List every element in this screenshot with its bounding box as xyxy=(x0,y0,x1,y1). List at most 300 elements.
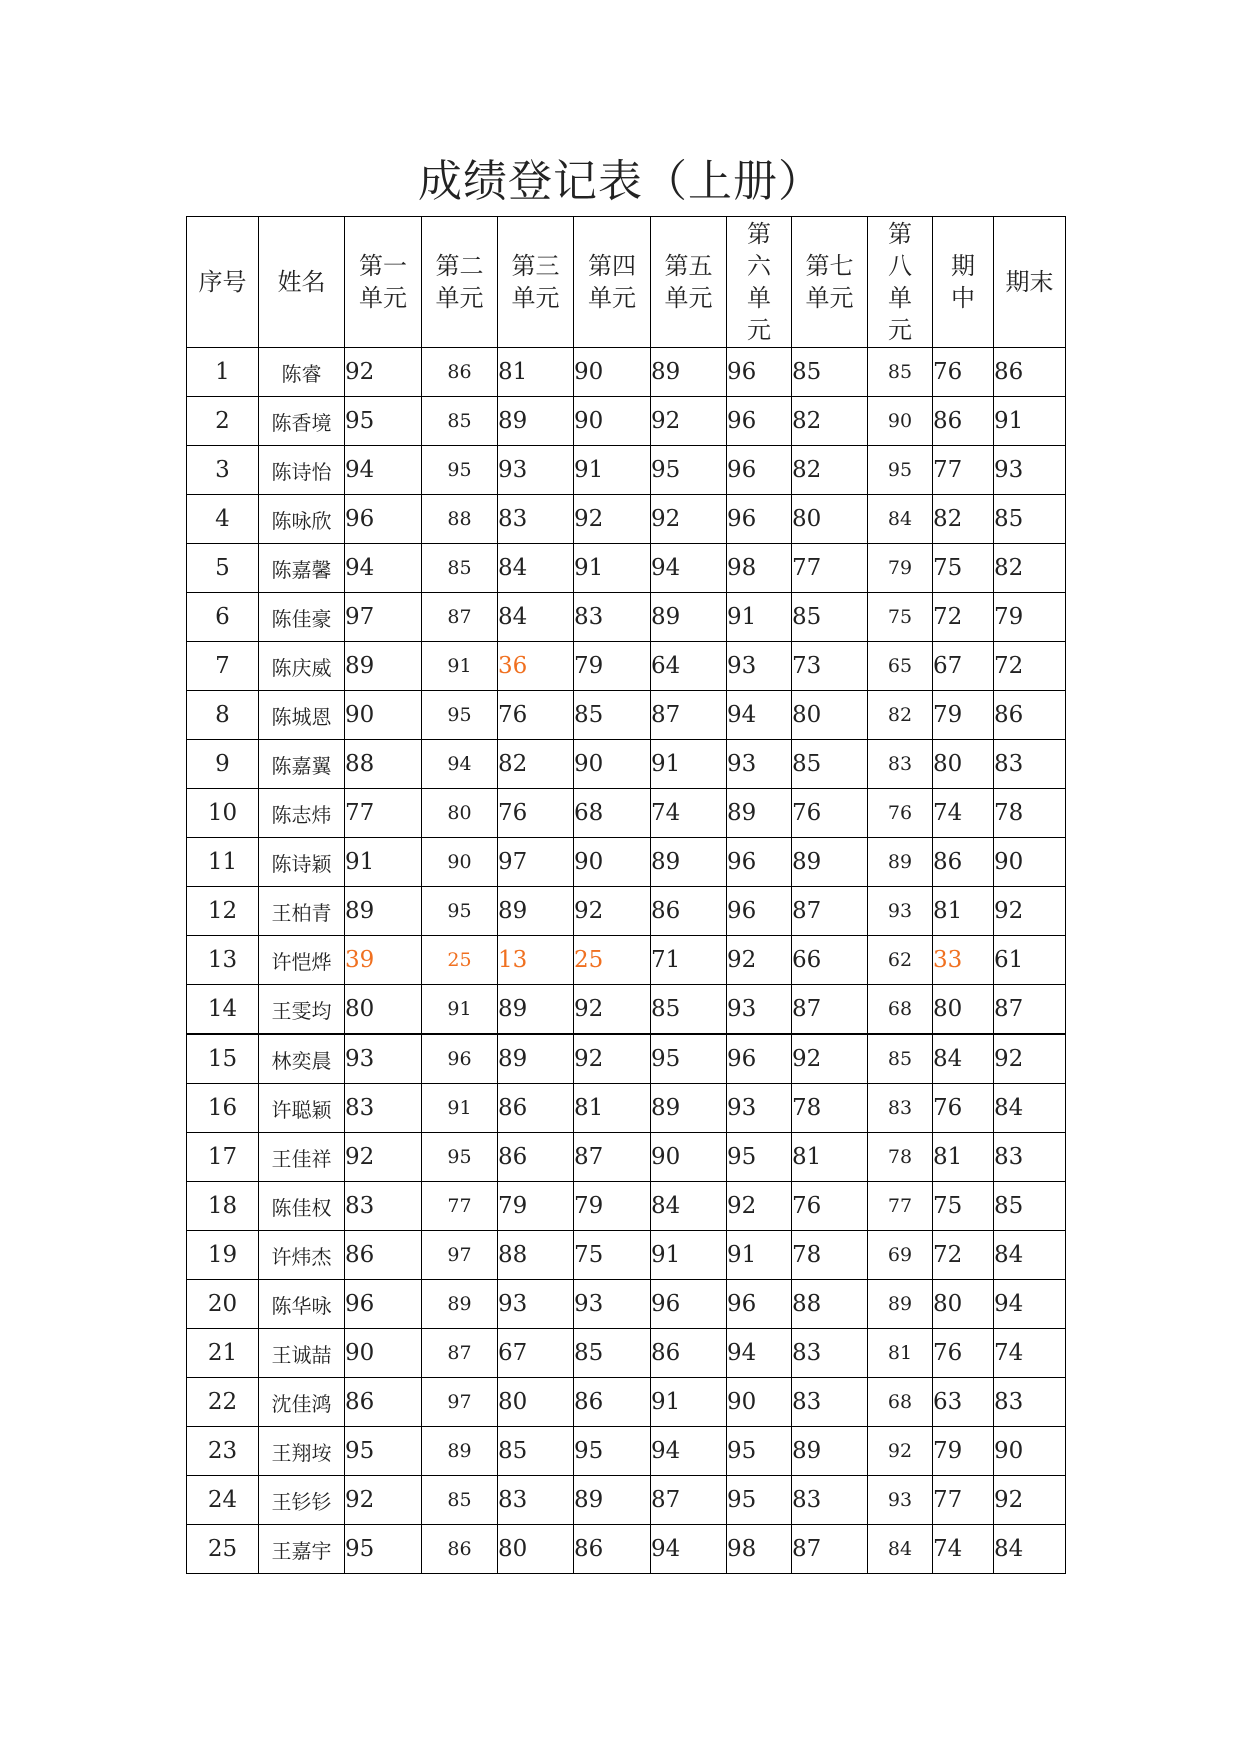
score-cell: 95 xyxy=(422,691,498,740)
score-cell: 80 xyxy=(792,691,868,740)
score-cell: 87 xyxy=(422,1329,498,1378)
score-cell: 96 xyxy=(651,1280,727,1329)
seq-cell: 3 xyxy=(187,446,259,495)
score-cell: 83 xyxy=(994,740,1066,789)
score-cell: 92 xyxy=(345,348,422,397)
score-cell: 75 xyxy=(574,1231,651,1280)
score-cell: 72 xyxy=(933,593,994,642)
score-cell: 80 xyxy=(933,985,994,1035)
score-cell: 92 xyxy=(345,1476,422,1525)
name-cell: 沈佳鸿 xyxy=(259,1378,345,1427)
score-cell: 93 xyxy=(498,446,574,495)
name-cell: 陈嘉馨 xyxy=(259,544,345,593)
score-cell: 85 xyxy=(792,740,868,789)
name-cell: 陈睿 xyxy=(259,348,345,397)
header-text: 序号 xyxy=(198,268,247,296)
header-text: 单元 xyxy=(805,284,854,312)
table-row xyxy=(187,1034,1066,1084)
score-cell: 83 xyxy=(994,1378,1066,1427)
score-cell: 91 xyxy=(651,1231,727,1280)
score-cell: 89 xyxy=(651,348,727,397)
header-row xyxy=(187,217,1066,348)
seq-cell: 17 xyxy=(187,1133,259,1182)
seq-cell: 14 xyxy=(187,985,259,1035)
score-cell: 84 xyxy=(651,1182,727,1231)
score-cell: 83 xyxy=(868,1084,933,1133)
score-cell: 95 xyxy=(345,1525,422,1574)
score-cell: 85 xyxy=(651,985,727,1035)
score-cell: 96 xyxy=(727,887,792,936)
header-text: 第五 xyxy=(664,252,713,280)
name-cell: 王翔垵 xyxy=(259,1427,345,1476)
table-row xyxy=(187,1476,1066,1525)
score-cell: 94 xyxy=(651,1427,727,1476)
score-cell: 79 xyxy=(933,1427,994,1476)
score-cell: 78 xyxy=(994,789,1066,838)
score-cell: 90 xyxy=(727,1378,792,1427)
seq-cell: 13 xyxy=(187,936,259,985)
score-cell: 85 xyxy=(792,348,868,397)
score-cell: 96 xyxy=(345,495,422,544)
score-cell: 96 xyxy=(422,1034,498,1084)
seq-cell: 23 xyxy=(187,1427,259,1476)
score-cell: 93 xyxy=(727,1084,792,1133)
score-cell: 95 xyxy=(868,446,933,495)
table-row xyxy=(187,691,1066,740)
score-cell: 88 xyxy=(345,740,422,789)
score-cell: 94 xyxy=(651,1525,727,1574)
score-cell: 25 xyxy=(422,936,498,985)
score-cell: 83 xyxy=(498,1476,574,1525)
score-cell: 81 xyxy=(574,1084,651,1133)
score-cell: 80 xyxy=(933,1280,994,1329)
score-cell: 77 xyxy=(933,446,994,495)
score-cell: 92 xyxy=(994,1034,1066,1084)
score-cell: 98 xyxy=(727,1525,792,1574)
table-row xyxy=(187,1280,1066,1329)
score-cell: 92 xyxy=(994,1476,1066,1525)
score-cell: 86 xyxy=(498,1133,574,1182)
table-row xyxy=(187,642,1066,691)
score-cell: 85 xyxy=(422,544,498,593)
score-cell: 77 xyxy=(345,789,422,838)
score-cell: 96 xyxy=(727,495,792,544)
score-cell: 81 xyxy=(792,1133,868,1182)
score-cell: 76 xyxy=(933,1329,994,1378)
header-unit-8 xyxy=(868,217,933,348)
score-cell: 85 xyxy=(868,348,933,397)
score-cell: 83 xyxy=(792,1378,868,1427)
table-row xyxy=(187,1427,1066,1476)
score-cell: 74 xyxy=(933,789,994,838)
score-cell: 80 xyxy=(933,740,994,789)
score-cell: 79 xyxy=(868,544,933,593)
score-cell: 90 xyxy=(994,1427,1066,1476)
score-cell: 75 xyxy=(933,1182,994,1231)
score-cell: 86 xyxy=(422,1525,498,1574)
score-cell: 85 xyxy=(498,1427,574,1476)
header-text: 单元 xyxy=(435,284,484,312)
score-cell: 88 xyxy=(422,495,498,544)
table-row xyxy=(187,1329,1066,1378)
score-cell: 73 xyxy=(792,642,868,691)
score-cell: 97 xyxy=(422,1231,498,1280)
name-cell: 陈嘉翼 xyxy=(259,740,345,789)
score-cell: 90 xyxy=(994,838,1066,887)
seq-cell: 2 xyxy=(187,397,259,446)
score-cell: 86 xyxy=(933,397,994,446)
score-cell: 96 xyxy=(727,1280,792,1329)
score-cell: 89 xyxy=(345,887,422,936)
header-seq xyxy=(187,217,259,348)
score-cell: 77 xyxy=(422,1182,498,1231)
name-cell: 王雯均 xyxy=(259,985,345,1035)
score-cell: 89 xyxy=(651,593,727,642)
score-cell: 65 xyxy=(868,642,933,691)
name-cell: 许恺烨 xyxy=(259,936,345,985)
score-cell: 83 xyxy=(498,495,574,544)
score-cell: 91 xyxy=(651,1378,727,1427)
table-row xyxy=(187,887,1066,936)
seq-cell: 20 xyxy=(187,1280,259,1329)
score-cell: 87 xyxy=(422,593,498,642)
score-cell: 91 xyxy=(574,446,651,495)
score-cell: 87 xyxy=(792,1525,868,1574)
score-cell: 76 xyxy=(868,789,933,838)
score-cell: 77 xyxy=(933,1476,994,1525)
score-cell: 89 xyxy=(498,397,574,446)
page-title: 成绩登记表（上册） xyxy=(418,156,823,207)
score-cell: 83 xyxy=(994,1133,1066,1182)
score-cell: 91 xyxy=(574,544,651,593)
seq-cell: 22 xyxy=(187,1378,259,1427)
score-cell: 90 xyxy=(345,1329,422,1378)
score-cell: 95 xyxy=(651,1034,727,1084)
score-cell: 93 xyxy=(574,1280,651,1329)
header-text: 单元 xyxy=(359,284,407,312)
score-cell: 96 xyxy=(727,348,792,397)
score-cell: 89 xyxy=(574,1476,651,1525)
score-cell: 68 xyxy=(868,1378,933,1427)
score-cell: 92 xyxy=(727,1182,792,1231)
score-cell: 85 xyxy=(574,1329,651,1378)
score-cell: 89 xyxy=(422,1427,498,1476)
header-text: 六 xyxy=(747,252,771,280)
table-row xyxy=(187,1231,1066,1280)
score-cell: 79 xyxy=(574,1182,651,1231)
score-cell: 86 xyxy=(345,1231,422,1280)
score-cell: 92 xyxy=(868,1427,933,1476)
score-cell: 91 xyxy=(422,985,498,1035)
score-cell: 76 xyxy=(792,1182,868,1231)
score-cell: 94 xyxy=(651,544,727,593)
score-cell: 25 xyxy=(574,936,651,985)
table-row xyxy=(187,1378,1066,1427)
score-cell: 98 xyxy=(727,544,792,593)
score-cell: 95 xyxy=(727,1476,792,1525)
score-cell: 86 xyxy=(574,1525,651,1574)
score-cell: 90 xyxy=(574,348,651,397)
score-cell: 92 xyxy=(651,397,727,446)
score-cell: 82 xyxy=(498,740,574,789)
score-cell: 91 xyxy=(994,397,1066,446)
name-cell: 王佳祥 xyxy=(259,1133,345,1182)
header-text: 元 xyxy=(747,316,771,344)
name-cell: 许炜杰 xyxy=(259,1231,345,1280)
seq-cell: 7 xyxy=(187,642,259,691)
score-cell: 84 xyxy=(498,544,574,593)
score-cell: 80 xyxy=(422,789,498,838)
score-cell: 77 xyxy=(792,544,868,593)
score-cell: 86 xyxy=(994,691,1066,740)
score-cell: 95 xyxy=(727,1133,792,1182)
score-cell: 84 xyxy=(868,495,933,544)
header-text: 元 xyxy=(888,316,912,344)
score-cell: 92 xyxy=(994,887,1066,936)
score-cell: 84 xyxy=(994,1525,1066,1574)
score-cell: 89 xyxy=(498,887,574,936)
score-cell: 91 xyxy=(727,1231,792,1280)
seq-cell: 18 xyxy=(187,1182,259,1231)
score-cell: 91 xyxy=(651,740,727,789)
score-cell: 68 xyxy=(574,789,651,838)
seq-cell: 19 xyxy=(187,1231,259,1280)
score-cell: 78 xyxy=(868,1133,933,1182)
score-cell: 66 xyxy=(792,936,868,985)
table-row xyxy=(187,348,1066,397)
table-row xyxy=(187,544,1066,593)
score-cell: 81 xyxy=(868,1329,933,1378)
name-cell: 陈佳豪 xyxy=(259,593,345,642)
score-cell: 80 xyxy=(498,1525,574,1574)
header-unit-7 xyxy=(792,217,868,348)
score-cell: 83 xyxy=(574,593,651,642)
table-row xyxy=(187,789,1066,838)
score-cell: 76 xyxy=(498,789,574,838)
score-cell: 91 xyxy=(422,1084,498,1133)
score-cell: 79 xyxy=(933,691,994,740)
seq-cell: 21 xyxy=(187,1329,259,1378)
score-cell: 95 xyxy=(422,446,498,495)
header-text: 单元 xyxy=(511,284,560,312)
seq-cell: 11 xyxy=(187,838,259,887)
score-cell: 83 xyxy=(868,740,933,789)
score-cell: 61 xyxy=(994,936,1066,985)
score-cell: 89 xyxy=(868,1280,933,1329)
score-cell: 87 xyxy=(792,887,868,936)
table-row xyxy=(187,985,1066,1035)
score-cell: 86 xyxy=(345,1378,422,1427)
score-cell: 85 xyxy=(868,1034,933,1084)
score-cell: 87 xyxy=(651,691,727,740)
header-unit-1 xyxy=(345,217,422,348)
score-cell: 94 xyxy=(727,1329,792,1378)
score-cell: 85 xyxy=(792,593,868,642)
score-cell: 92 xyxy=(574,887,651,936)
header-text: 单元 xyxy=(664,284,713,312)
score-cell: 82 xyxy=(994,544,1066,593)
header-text: 第三 xyxy=(511,252,560,280)
header-text: 第一 xyxy=(359,252,407,280)
header-name xyxy=(259,217,345,348)
table-row xyxy=(187,495,1066,544)
score-cell: 96 xyxy=(727,1034,792,1084)
score-cell: 83 xyxy=(345,1084,422,1133)
score-cell: 93 xyxy=(345,1034,422,1084)
score-cell: 96 xyxy=(727,446,792,495)
header-text: 单 xyxy=(747,284,771,312)
score-cell: 88 xyxy=(498,1231,574,1280)
score-cell: 95 xyxy=(651,446,727,495)
table-row xyxy=(187,1182,1066,1231)
score-cell: 86 xyxy=(651,887,727,936)
score-cell: 96 xyxy=(345,1280,422,1329)
header-text: 期末 xyxy=(1005,268,1054,296)
score-cell: 74 xyxy=(933,1525,994,1574)
score-cell: 91 xyxy=(727,593,792,642)
score-cell: 95 xyxy=(422,1133,498,1182)
score-cell: 93 xyxy=(727,985,792,1035)
header-unit-5 xyxy=(651,217,727,348)
score-cell: 85 xyxy=(574,691,651,740)
score-cell: 81 xyxy=(498,348,574,397)
score-cell: 90 xyxy=(868,397,933,446)
score-cell: 81 xyxy=(933,887,994,936)
seq-cell: 6 xyxy=(187,593,259,642)
score-cell: 82 xyxy=(792,446,868,495)
score-cell: 63 xyxy=(933,1378,994,1427)
score-cell: 90 xyxy=(574,740,651,789)
score-cell: 94 xyxy=(422,740,498,789)
seq-cell: 12 xyxy=(187,887,259,936)
header-text: 期 xyxy=(951,252,975,280)
score-cell: 33 xyxy=(933,936,994,985)
score-cell: 86 xyxy=(651,1329,727,1378)
score-cell: 87 xyxy=(792,985,868,1035)
name-cell: 陈诗颖 xyxy=(259,838,345,887)
name-cell: 陈华咏 xyxy=(259,1280,345,1329)
seq-cell: 25 xyxy=(187,1525,259,1574)
score-cell: 92 xyxy=(574,1034,651,1084)
score-cell: 87 xyxy=(994,985,1066,1035)
grade-table xyxy=(186,216,1066,1574)
score-cell: 97 xyxy=(498,838,574,887)
seq-cell: 4 xyxy=(187,495,259,544)
score-cell: 62 xyxy=(868,936,933,985)
name-cell: 陈佳权 xyxy=(259,1182,345,1231)
score-cell: 85 xyxy=(422,397,498,446)
score-cell: 92 xyxy=(792,1034,868,1084)
score-cell: 86 xyxy=(422,348,498,397)
score-cell: 69 xyxy=(868,1231,933,1280)
score-cell: 95 xyxy=(345,1427,422,1476)
score-cell: 39 xyxy=(345,936,422,985)
score-cell: 96 xyxy=(727,838,792,887)
name-cell: 陈城恩 xyxy=(259,691,345,740)
score-cell: 85 xyxy=(422,1476,498,1525)
header-text: 八 xyxy=(888,252,912,280)
score-cell: 80 xyxy=(792,495,868,544)
score-cell: 90 xyxy=(651,1133,727,1182)
score-cell: 95 xyxy=(574,1427,651,1476)
score-cell: 74 xyxy=(994,1329,1066,1378)
header-text: 单 xyxy=(888,284,912,312)
score-cell: 82 xyxy=(868,691,933,740)
score-cell: 85 xyxy=(994,495,1066,544)
header-unit-4 xyxy=(574,217,651,348)
score-cell: 95 xyxy=(345,397,422,446)
seq-cell: 15 xyxy=(187,1034,259,1084)
score-cell: 67 xyxy=(498,1329,574,1378)
header-text: 第 xyxy=(747,220,771,248)
score-cell: 89 xyxy=(498,1034,574,1084)
score-cell: 86 xyxy=(574,1378,651,1427)
name-cell: 林奕晨 xyxy=(259,1034,345,1084)
score-cell: 92 xyxy=(727,936,792,985)
seq-cell: 24 xyxy=(187,1476,259,1525)
score-cell: 86 xyxy=(498,1084,574,1133)
score-cell: 89 xyxy=(792,1427,868,1476)
score-cell: 79 xyxy=(498,1182,574,1231)
score-cell: 93 xyxy=(498,1280,574,1329)
score-cell: 79 xyxy=(574,642,651,691)
score-cell: 83 xyxy=(792,1476,868,1525)
score-cell: 86 xyxy=(933,838,994,887)
score-cell: 77 xyxy=(868,1182,933,1231)
header-text: 姓名 xyxy=(277,268,326,296)
name-cell: 王钐钐 xyxy=(259,1476,345,1525)
score-cell: 91 xyxy=(422,642,498,691)
score-cell: 76 xyxy=(792,789,868,838)
score-cell: 97 xyxy=(422,1378,498,1427)
score-cell: 83 xyxy=(345,1182,422,1231)
name-cell: 王柏青 xyxy=(259,887,345,936)
table-row xyxy=(187,740,1066,789)
score-cell: 89 xyxy=(651,838,727,887)
score-cell: 90 xyxy=(574,397,651,446)
name-cell: 陈香境 xyxy=(259,397,345,446)
score-cell: 86 xyxy=(994,348,1066,397)
score-cell: 85 xyxy=(994,1182,1066,1231)
score-cell: 84 xyxy=(994,1084,1066,1133)
score-cell: 96 xyxy=(727,397,792,446)
score-cell: 94 xyxy=(994,1280,1066,1329)
score-cell: 80 xyxy=(345,985,422,1035)
score-cell: 89 xyxy=(792,838,868,887)
table-row xyxy=(187,593,1066,642)
score-cell: 97 xyxy=(345,593,422,642)
header-text: 第 xyxy=(888,220,912,248)
seq-cell: 9 xyxy=(187,740,259,789)
seq-cell: 16 xyxy=(187,1084,259,1133)
score-cell: 81 xyxy=(933,1133,994,1182)
score-cell: 72 xyxy=(933,1231,994,1280)
seq-cell: 5 xyxy=(187,544,259,593)
score-cell: 78 xyxy=(792,1231,868,1280)
score-cell: 68 xyxy=(868,985,933,1035)
table-row xyxy=(187,936,1066,985)
header-unit-2 xyxy=(422,217,498,348)
score-cell: 36 xyxy=(498,642,574,691)
name-cell: 陈志炜 xyxy=(259,789,345,838)
score-cell: 89 xyxy=(498,985,574,1035)
score-cell: 84 xyxy=(994,1231,1066,1280)
header-unit-6 xyxy=(727,217,792,348)
table-row xyxy=(187,1084,1066,1133)
table-row xyxy=(187,397,1066,446)
score-cell: 92 xyxy=(574,985,651,1035)
name-cell: 王嘉宇 xyxy=(259,1525,345,1574)
